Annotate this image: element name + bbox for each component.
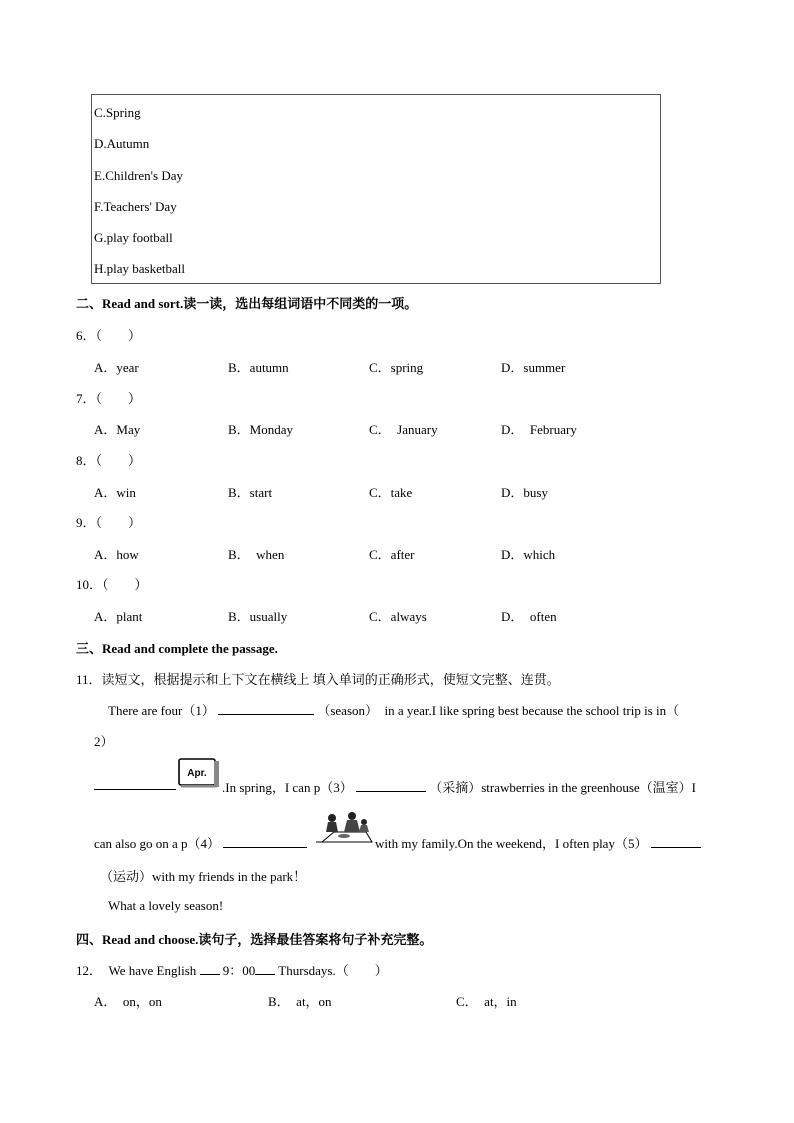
section-heading: 三、Read and complete the passage.: [76, 641, 278, 656]
box-item: C.Spring: [94, 105, 141, 120]
option: D．summer: [501, 360, 566, 375]
option: D． often: [501, 609, 557, 624]
option: B． at，on: [268, 994, 332, 1009]
calendar-icon: [178, 758, 220, 788]
answer-blank[interactable]: [200, 962, 220, 975]
option: A． on，on: [94, 994, 162, 1009]
passage-line: 2）: [94, 734, 114, 749]
passage-text: can also go on a p（4）: [94, 836, 221, 851]
question-text: Thursdays.（ ）: [278, 963, 388, 978]
passage-text: （采摘）strawberries in the greenhouse（温室）I: [429, 780, 697, 795]
question-text: 12． We have English: [76, 963, 197, 978]
option: B．autumn: [228, 360, 289, 375]
option: B． when: [228, 547, 285, 562]
passage-line: [94, 777, 176, 794]
calendar-label: Apr.: [187, 768, 207, 779]
option: A．plant: [94, 609, 143, 624]
option: D．which: [501, 547, 556, 562]
option: B．usually: [228, 609, 288, 624]
question-instruction: 11．读短文，根据提示和上下文在横线上 填入单词的正确形式，使短文完整、连贯。: [76, 672, 560, 687]
word-bank-box: [91, 94, 661, 284]
option: C．take: [369, 485, 413, 500]
box-item: H.play basketball: [94, 261, 185, 276]
option: A．May: [94, 422, 141, 437]
picnic-icon: [314, 808, 374, 846]
option: C．always: [369, 609, 427, 624]
answer-blank[interactable]: [218, 702, 314, 715]
option: C． January: [369, 422, 438, 437]
passage-line: （运动）with my friends in the park！: [100, 869, 307, 884]
option: D． February: [501, 422, 577, 437]
box-item: D.Autumn: [94, 136, 150, 151]
question-number: 10．（ ）: [76, 577, 148, 592]
box-item: E.Children's Day: [94, 168, 183, 183]
option: B．start: [228, 485, 273, 500]
option: C． at，in: [456, 994, 517, 1009]
option: A．how: [94, 547, 139, 562]
option: B．Monday: [228, 422, 294, 437]
answer-blank[interactable]: [223, 835, 307, 848]
box-item: F.Teachers' Day: [94, 199, 177, 214]
passage-line: [222, 777, 696, 796]
section-heading: 二、Read and sort.读一读，选出每组词语中不同类的一项。: [76, 296, 418, 311]
passage-text: .In spring，I can p（3）: [222, 780, 353, 795]
passage-line: [375, 833, 701, 852]
passage-text: （season） in a year.I like spring best because the school trip is in（: [317, 703, 680, 718]
option: C．spring: [369, 360, 424, 375]
section-heading: 四、Read and choose.读句子，选择最佳答案将句子补充完整。: [76, 932, 433, 947]
answer-blank[interactable]: [255, 962, 275, 975]
answer-blank[interactable]: [356, 779, 426, 792]
question-number: 8．（ ）: [76, 453, 142, 468]
answer-blank[interactable]: [651, 835, 701, 848]
passage-line: What a lovely season!: [108, 898, 224, 913]
question-number: 7．（ ）: [76, 391, 142, 406]
passage-line: [94, 833, 307, 852]
option: C．after: [369, 547, 415, 562]
question-number: 9．（ ）: [76, 515, 142, 530]
answer-blank[interactable]: [94, 777, 176, 790]
question-text: 9：00: [222, 963, 256, 978]
passage-text: There are four（1）: [108, 703, 215, 718]
option: A．year: [94, 360, 139, 375]
passage-line: [108, 700, 679, 719]
option: D．busy: [501, 485, 548, 500]
question-number: 6．（ ）: [76, 328, 142, 343]
option: A．win: [94, 485, 136, 500]
box-item: G.play football: [94, 230, 173, 245]
passage-text: with my family.On the weekend，I often play（5）: [375, 836, 648, 851]
question-12: [76, 960, 388, 979]
